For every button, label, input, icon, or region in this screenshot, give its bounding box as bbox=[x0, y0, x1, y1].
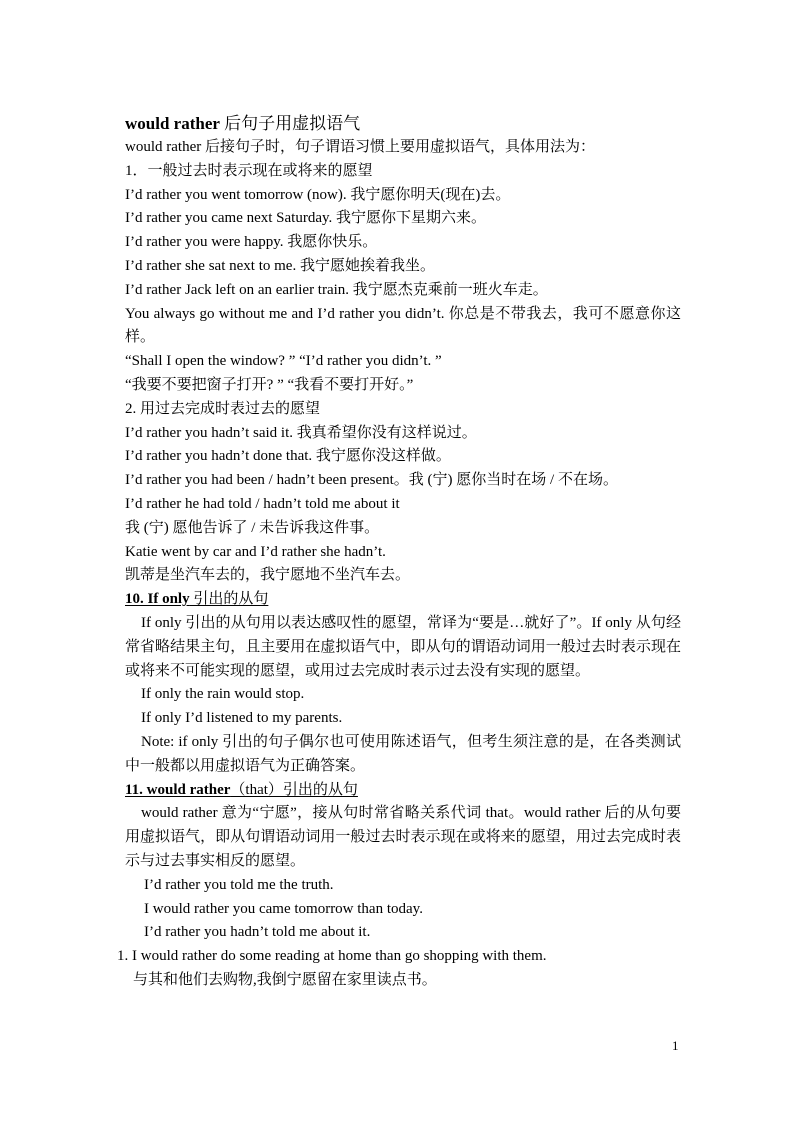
title-bold: would rather bbox=[125, 114, 220, 133]
example-line: I’d rather you hadn’t told me about it. bbox=[144, 924, 371, 941]
intro-line: would rather 后接句子时，句子谓语习惯上要用虚拟语气，具体用法为： bbox=[125, 139, 595, 155]
section2-heading: 2. 用过去完成时表过去的愿望 bbox=[125, 400, 321, 417]
document-title bbox=[125, 112, 681, 136]
section10-paragraph: If only 引出的从句用以表达感叹性的愿望，常译为“要是…就好了”。If only 从句经常省略结果主句，且主要用在虚拟语气中，即从句的谓语动词用一般过去时表示现在或将来不可能实现的愿望，或用过去完成时表示过去没有实现的愿望。 bbox=[125, 614, 681, 679]
example-line: I would rather you came tomorrow than today. bbox=[144, 900, 423, 917]
section10-heading bbox=[125, 588, 681, 612]
example-line: 凯蒂是坐汽车去的，我宁愿地不坐汽车去。 bbox=[125, 567, 411, 584]
example-line: I’d rather you were happy. 我愿你快乐。 bbox=[125, 234, 378, 251]
section10-note: Note: if only 引出的句子偶尔也可使用陈述语气，但考生须注意的是，在各类测试中一般都以用虚拟语气为正确答案。 bbox=[125, 733, 681, 774]
section11-heading-bold: 11. would rather bbox=[125, 781, 231, 798]
example-line: I’d rather you had been / hadn’t been present。我 (宁) 愿你当时在场 / 不在场。 bbox=[125, 472, 618, 489]
long-example-paragraph: You always go without me and I’d rather you didn’t. 你总是不带我去，我可不愿意你这样。 bbox=[125, 305, 681, 346]
title-rest: 后句子用虚拟语气 bbox=[219, 114, 361, 133]
example-line: 我 (宁) 愿他告诉了 / 未告诉我这件事。 bbox=[125, 519, 380, 536]
example-line: I’d rather you hadn’t said it. 我真希望你没有这样说过。 bbox=[125, 424, 477, 441]
example-line: Katie went by car and I’d rather she hadn’t. bbox=[125, 543, 386, 560]
section10-heading-rest: 引出的从句 bbox=[189, 591, 269, 608]
example-line: I’d rather you went tomorrow (now). 我宁愿你明天(现在)去。 bbox=[125, 186, 511, 203]
section10-heading-bold: 10. If only bbox=[125, 591, 190, 608]
section11-heading-rest: （that）引出的从句 bbox=[230, 781, 358, 798]
example-line: I’d rather you told me the truth. bbox=[144, 876, 334, 893]
dialog-english: “Shall I open the window? ” “I’d rather you didn’t. ” bbox=[125, 353, 442, 370]
section11-paragraph: would rather 意为“宁愿”，接从句时常省略关系代词 that。would rather 后的从句要用虚拟语气，即从句谓语动词用一般过去时表示现在或将来的愿望，用过去完成时表示与过去事实相反的愿望。 bbox=[125, 805, 681, 869]
example-line: I’d rather he had told / hadn’t told me about it bbox=[125, 495, 400, 512]
example-line: I’d rather you hadn’t done that. 我宁愿你没这样做。 bbox=[125, 448, 451, 465]
example-line: If only the rain would stop. bbox=[141, 686, 305, 703]
section1-heading: 1．一般过去时表示现在或将来的愿望 bbox=[125, 162, 373, 179]
page-number: 1 bbox=[672, 1038, 679, 1053]
document-content bbox=[117, 112, 681, 993]
example-line: I’d rather she sat next to me. 我宁愿她挨着我坐。 bbox=[125, 257, 435, 274]
section11-heading bbox=[125, 779, 681, 803]
numbered-example-english: 1. I would rather do some reading at home than go shopping with them. bbox=[117, 948, 547, 965]
example-line: I’d rather Jack left on an earlier train. 我宁愿杰克乘前一班火车走。 bbox=[125, 281, 548, 298]
dialog-chinese: “我要不要把窗子打开? ” “我看不要打开好。” bbox=[125, 376, 414, 393]
example-line: I’d rather you came next Saturday. 我宁愿你下星期六来。 bbox=[125, 210, 487, 227]
numbered-example-chinese: 与其和他们去购物,我倒宁愿留在家里读点书。 bbox=[133, 971, 437, 988]
example-line: If only I’d listened to my parents. bbox=[141, 710, 343, 727]
